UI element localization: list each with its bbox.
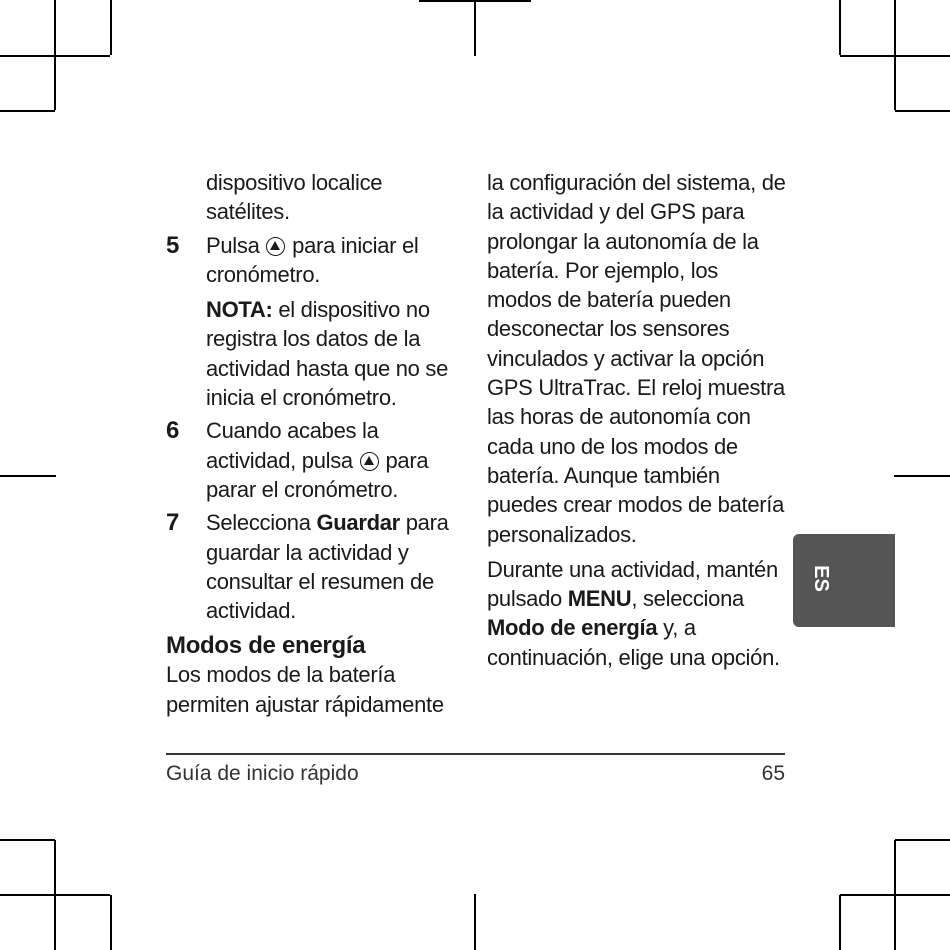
- step-number: 5: [166, 231, 180, 259]
- power-mode-term: Modo de energía: [487, 615, 658, 641]
- paragraph-text: Durante una actividad, mantén pulsado: [487, 556, 778, 612]
- crop-mark: [474, 894, 476, 950]
- note-text: el dispositivo no registra los datos de la actividad hasta que no se inicia el cronómetro.: [206, 297, 449, 411]
- menu-term: MENU: [567, 586, 632, 612]
- section-heading: Modos de energía: [166, 632, 366, 660]
- step-text: para iniciar el cronómetro.: [206, 232, 419, 287]
- crop-mark: [0, 839, 55, 841]
- paragraph-text: y, a continuación, elige una opción.: [487, 615, 780, 670]
- start-stop-button-icon: [266, 237, 285, 256]
- note-label: NOTA:: [206, 297, 273, 323]
- left-column: [166, 168, 458, 719]
- step-7: [166, 508, 458, 625]
- step-6: [166, 416, 458, 504]
- crop-mark: [895, 110, 950, 112]
- crop-mark: [894, 0, 896, 110]
- crop-mark: [895, 839, 950, 841]
- continued-text: dispositivo localice satélites.: [206, 170, 383, 225]
- step-bold-term: Guardar: [316, 510, 400, 536]
- crop-mark: [54, 840, 56, 950]
- footer-title: Guía de inicio rápido: [166, 762, 359, 785]
- crop-mark: [0, 110, 55, 112]
- language-code: ES: [809, 565, 832, 592]
- section-intro: Los modos de la batería permiten ajustar rápidamente: [166, 662, 444, 717]
- paragraph-1: la configuración del sistema, de la actividad y del GPS para prolongar la autonomía de la batería. Por ejemplo, los modos de batería pueden desconectar los sensores vinculados y activar la opción GPS UltraTrac. El reloj muestra las horas de autonomía con cada uno de los modos de batería. Aunque también puedes crear modos de batería personalizados.: [487, 170, 786, 547]
- step-number: 6: [166, 417, 180, 445]
- paragraph-text: , selecciona: [631, 586, 744, 612]
- start-stop-button-icon: [360, 452, 379, 471]
- crop-mark: [0, 475, 56, 477]
- language-tab: [793, 534, 895, 627]
- footer-divider: [166, 753, 785, 755]
- crop-mark: [839, 895, 841, 950]
- page-number: 65: [761, 762, 785, 785]
- step-number: 7: [166, 509, 180, 537]
- step-text: Pulsa: [206, 232, 260, 258]
- step-text: Selecciona: [206, 510, 311, 536]
- step-5: [166, 231, 458, 290]
- right-column: [487, 168, 787, 672]
- crop-mark: [54, 0, 56, 110]
- crop-mark: [110, 0, 112, 55]
- crop-mark: [894, 840, 896, 950]
- note: [166, 295, 458, 412]
- step-text: para guardar la actividad y consultar el resumen de actividad.: [206, 510, 449, 624]
- crop-mark: [894, 475, 950, 477]
- step-text: Cuando acabes la actividad, pulsa: [206, 418, 379, 473]
- step-text: para parar el cronómetro.: [206, 447, 429, 502]
- crop-mark: [839, 0, 841, 55]
- crop-mark: [110, 895, 112, 950]
- paragraph-2: [487, 555, 787, 672]
- crop-mark: [474, 0, 476, 56]
